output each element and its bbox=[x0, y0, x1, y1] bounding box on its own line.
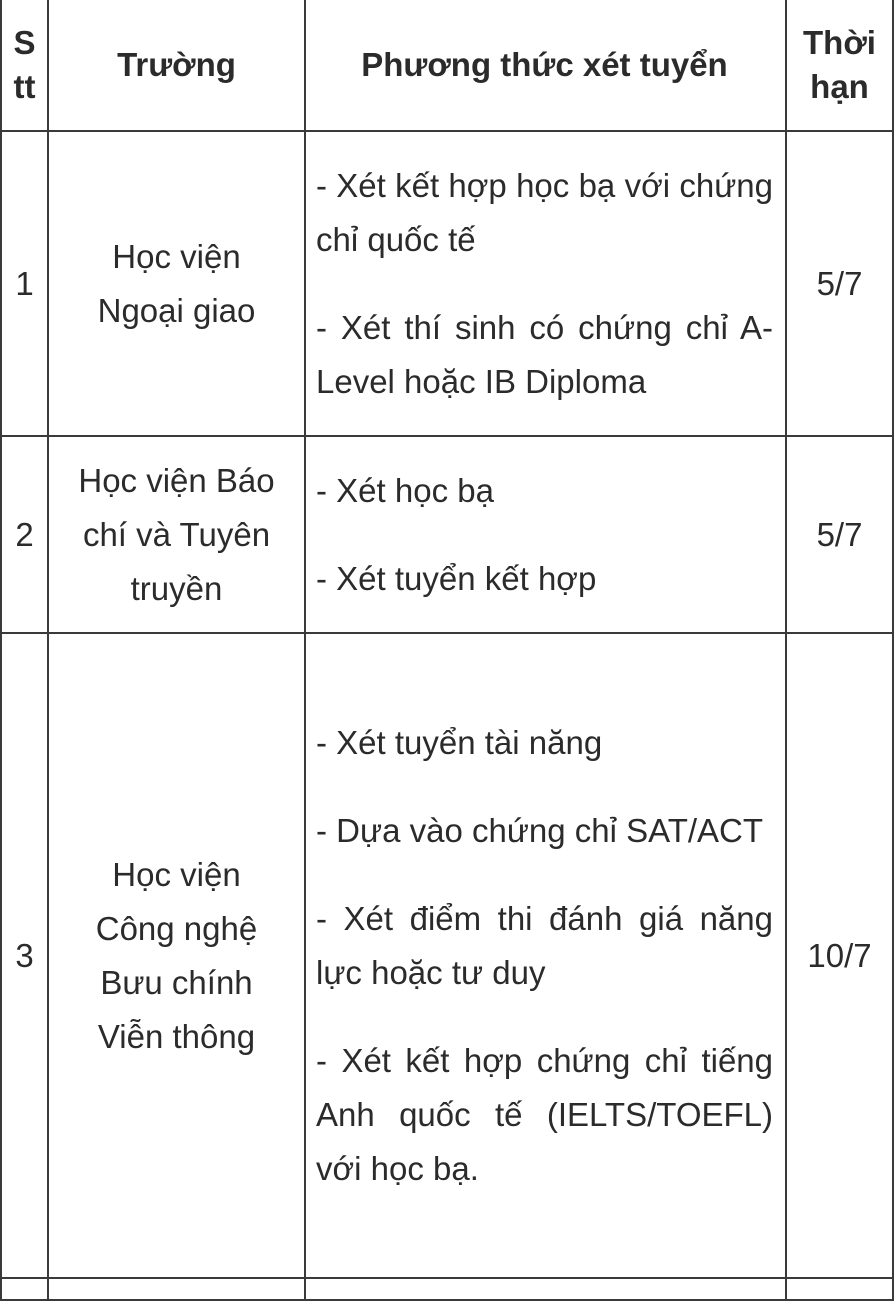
row-stt: 1 bbox=[1, 131, 48, 436]
row-methods bbox=[305, 1278, 786, 1300]
method-item: - Xét kết hợp chứng chỉ tiếng Anh quốc tế (IELTS/TOEFL) với học bạ. bbox=[316, 1041, 773, 1187]
method-item: - Xét tuyển tài năng bbox=[316, 723, 603, 761]
row-stt: 3 bbox=[1, 633, 48, 1278]
header-deadline-label: Thời hạn bbox=[803, 24, 876, 105]
row-school: Học viện Báo chí và Tuyên truyền bbox=[48, 436, 305, 633]
method-item: - Dựa vào chứng chỉ SAT/ACT bbox=[316, 811, 764, 849]
header-method bbox=[305, 0, 786, 131]
row-school: Học viện Công nghệ Bưu chính Viễn thông bbox=[48, 633, 305, 1278]
header-stt bbox=[1, 0, 48, 131]
table-row bbox=[1, 633, 893, 1278]
row-deadline bbox=[786, 1278, 893, 1300]
method-item: - Xét học bạ bbox=[316, 471, 494, 509]
table-header-row bbox=[1, 0, 893, 131]
row-school bbox=[48, 1278, 305, 1300]
row-stt bbox=[1, 1278, 48, 1300]
row-deadline: 10/7 bbox=[786, 633, 893, 1278]
method-item: - Xét kết hợp học bạ với chứng chỉ quốc tế bbox=[316, 166, 773, 258]
table-row bbox=[1, 436, 893, 633]
header-deadline bbox=[786, 0, 893, 131]
row-methods bbox=[305, 436, 786, 633]
row-methods bbox=[305, 633, 786, 1278]
table-row-partial bbox=[1, 1278, 893, 1300]
row-school: Học viện Ngoại giao bbox=[48, 131, 305, 436]
header-method-label: Phương thức xét tuyển bbox=[361, 46, 728, 83]
header-school bbox=[48, 0, 305, 131]
header-school-label: Trường bbox=[117, 46, 236, 83]
row-deadline: 5/7 bbox=[786, 436, 893, 633]
row-methods bbox=[305, 131, 786, 436]
table-row bbox=[1, 131, 893, 436]
method-item: - Xét thí sinh có chứng chỉ A-Level hoặc IB Diploma bbox=[316, 308, 773, 400]
method-item: - Xét điểm thi đánh giá năng lực hoặc tư duy bbox=[316, 899, 773, 991]
method-item: - Xét tuyển kết hợp bbox=[316, 559, 597, 597]
row-deadline: 5/7 bbox=[786, 131, 893, 436]
row-stt: 2 bbox=[1, 436, 48, 633]
header-stt-label: S tt bbox=[13, 24, 36, 105]
